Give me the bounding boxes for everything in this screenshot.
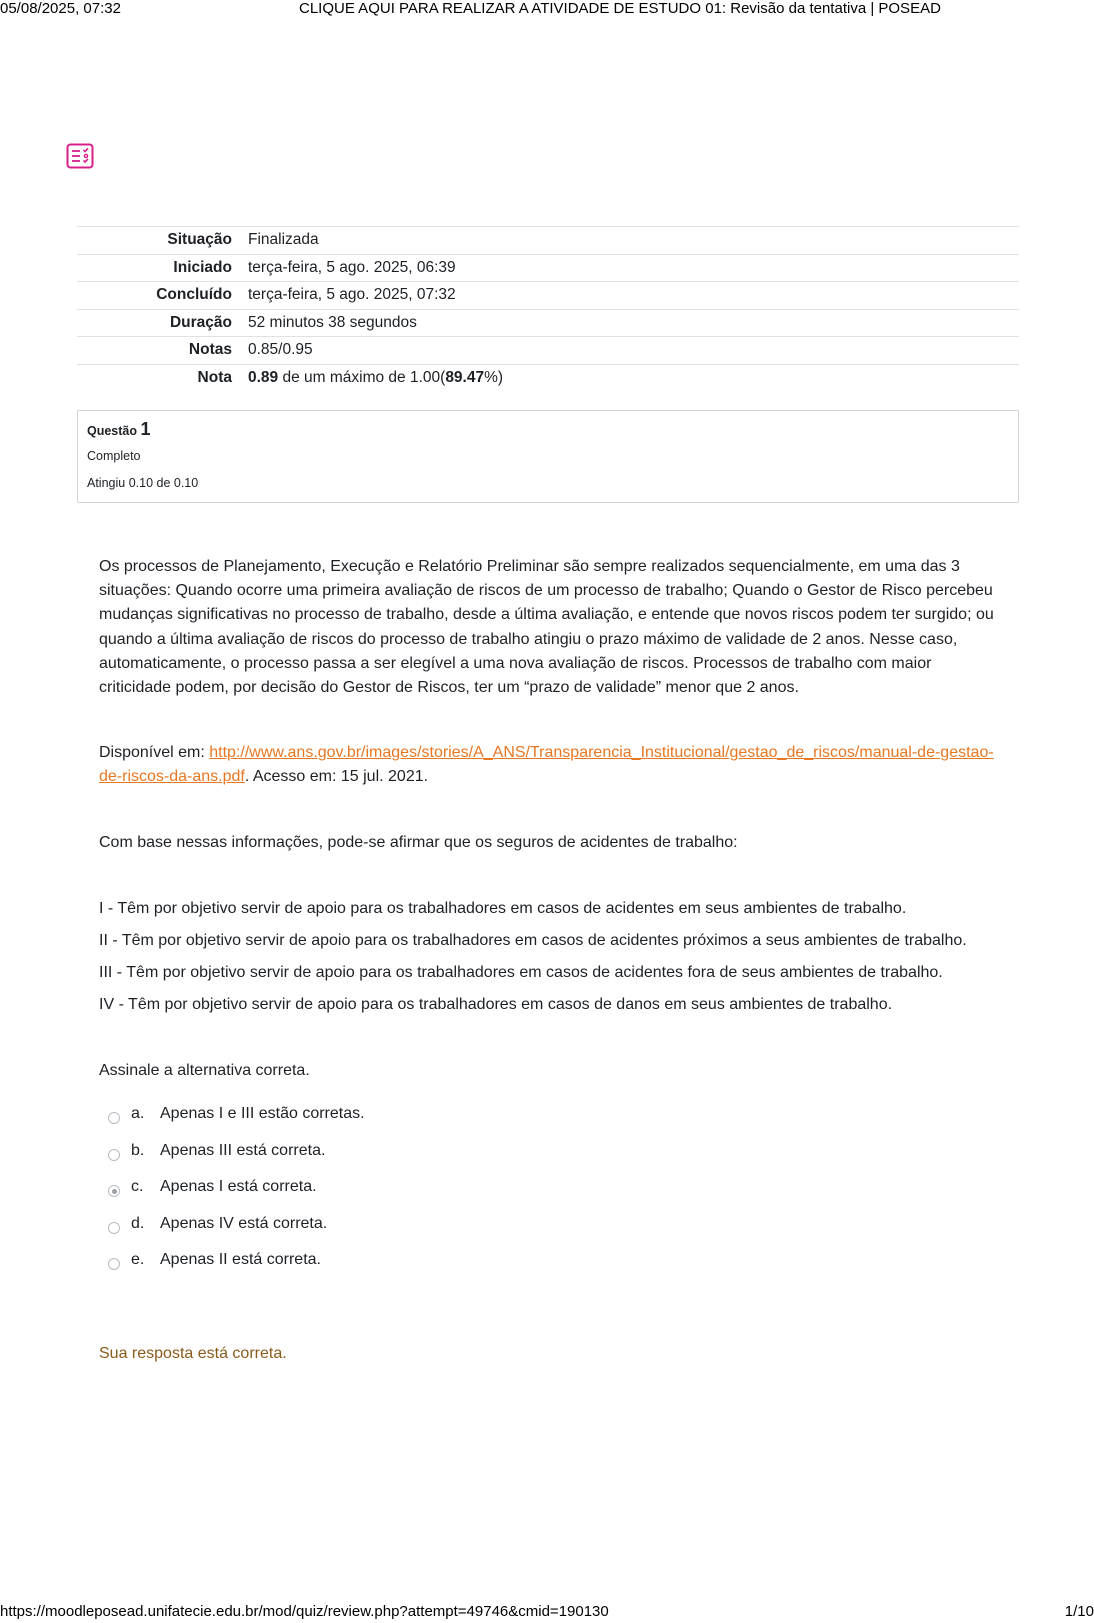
answer-feedback: Sua resposta está correta. — [99, 1345, 287, 1362]
summary-grade-value — [248, 364, 1019, 392]
summary-row-duration — [77, 309, 1019, 337]
attempt-summary-table — [77, 226, 1019, 392]
print-page-title: CLIQUE AQUI PARA REALIZAR A ATIVIDADE DE ESTUDO 01: Revisão da tentativa | POSEAD — [299, 0, 941, 17]
option-letter: b. — [131, 1141, 145, 1159]
grade-suffix: %) — [484, 369, 504, 386]
question-instruction: Assinale a alternativa correta. — [99, 1061, 310, 1079]
question-source — [99, 741, 999, 789]
question-grade: Atingiu 0.10 de 0.10 — [87, 476, 199, 490]
radio-button[interactable] — [108, 1222, 120, 1234]
print-footer — [0, 1603, 1094, 1623]
question-info-box — [77, 410, 1019, 503]
summary-label: Concluído — [156, 286, 232, 304]
source-suffix: . Acesso em: 15 jul. 2021. — [244, 768, 429, 786]
radio-button[interactable] — [108, 1149, 120, 1161]
summary-row-grade — [77, 364, 1019, 392]
option-text: Apenas I está correta. — [160, 1178, 317, 1196]
print-header — [0, 0, 1094, 20]
option-letter: e. — [131, 1251, 145, 1269]
radio-button[interactable] — [108, 1112, 120, 1124]
summary-label: Notas — [188, 341, 232, 359]
summary-row-marks — [77, 337, 1019, 365]
option-text: Apenas III está correta. — [160, 1141, 326, 1159]
option-text: Apenas I e III estão corretas. — [160, 1105, 365, 1122]
source-link[interactable]: http://www.ans.gov.br/images/stories/A_ANS/Transparencia_Institucional/gestao_de_riscos/manual-de-gestao-de-riscos-da-ans.pdf — [99, 744, 994, 786]
question-prefix: Questão — [87, 424, 138, 438]
option-text: Apenas II está correta. — [160, 1251, 321, 1269]
option-text: Apenas IV está correta. — [160, 1214, 328, 1232]
print-page-number: 1/10 — [1064, 1603, 1094, 1620]
summary-label: Duração — [169, 313, 232, 331]
question-state: Completo — [87, 449, 141, 463]
summary-row-completed — [77, 282, 1019, 310]
summary-value: 52 minutos 38 segundos — [248, 313, 417, 331]
source-prefix: Disponível em: — [99, 744, 210, 762]
print-datetime: 05/08/2025, 07:32 — [0, 0, 121, 17]
question-text — [99, 555, 999, 1083]
quiz-review-icon — [66, 143, 94, 169]
grade-percent: 89.47 — [445, 369, 485, 386]
summary-label: Situação — [167, 231, 232, 249]
question-paragraph: Os processos de Planejamento, Execução e Relatório Preliminar são sempre realizados sequencialmente, em uma das 3 situações: Quando ocorre uma primeira avaliação de riscos de um processo de trabalho; Quando o Gestor de Risco percebeu mudanças significativas no processo de trabalho, desde a última avaliação, e entende que novos riscos podem ter surgido; ou quando a última avaliação de riscos do processo de trabalho atingiu o prazo máximo de validade de 2 anos. Nesse caso, automaticamente, o processo passa a ser elegível a uma nova avaliação de riscos. Processos de trabalho com maior criticidade podem, por decisão do Gestor de Riscos, ter um “prazo de validade” menor que 2 anos. — [99, 558, 994, 697]
summary-value: Finalizada — [248, 231, 319, 249]
question-prompt: Com base nessas informações, pode-se afirmar que os seguros de acidentes de trabalho: — [99, 833, 738, 851]
statement-item: III - Têm por objetivo servir de apoio para os trabalhadores em casos de acidentes fora de seus ambientes de trabalho. — [99, 963, 943, 981]
option-letter: c. — [131, 1178, 144, 1196]
radio-button-selected[interactable] — [108, 1185, 120, 1197]
grade-middle: de um máximo de 1.00( — [282, 369, 446, 386]
summary-label: Iniciado — [173, 258, 232, 276]
option-letter: d. — [131, 1214, 145, 1232]
summary-value: 0.85/0.95 — [248, 341, 313, 359]
summary-value: terça-feira, 5 ago. 2025, 07:32 — [248, 286, 456, 304]
statement-item: IV - Têm por objetivo servir de apoio para os trabalhadores em casos de danos em seus ambientes de trabalho. — [99, 995, 893, 1013]
statement-item: I - Têm por objetivo servir de apoio para os trabalhadores em casos de acidentes em seus ambientes de trabalho. — [99, 899, 907, 917]
summary-value: terça-feira, 5 ago. 2025, 06:39 — [248, 258, 456, 276]
summary-row-started — [77, 254, 1019, 282]
statement-item: II - Têm por objetivo servir de apoio para os trabalhadores em casos de acidentes próximos a seus ambientes de trabalho. — [99, 931, 967, 949]
option-letter: a. — [131, 1105, 145, 1122]
summary-row-state — [77, 227, 1019, 255]
print-url: https://moodleposead.unifatecie.edu.br/mod/quiz/review.php?attempt=49746&cmid=190130 — [0, 1603, 609, 1620]
summary-label: Nota — [197, 369, 232, 386]
question-number-value: 1 — [140, 419, 151, 439]
question-number — [87, 419, 1009, 440]
grade-score: 0.89 — [248, 369, 279, 386]
radio-button[interactable] — [108, 1258, 120, 1270]
